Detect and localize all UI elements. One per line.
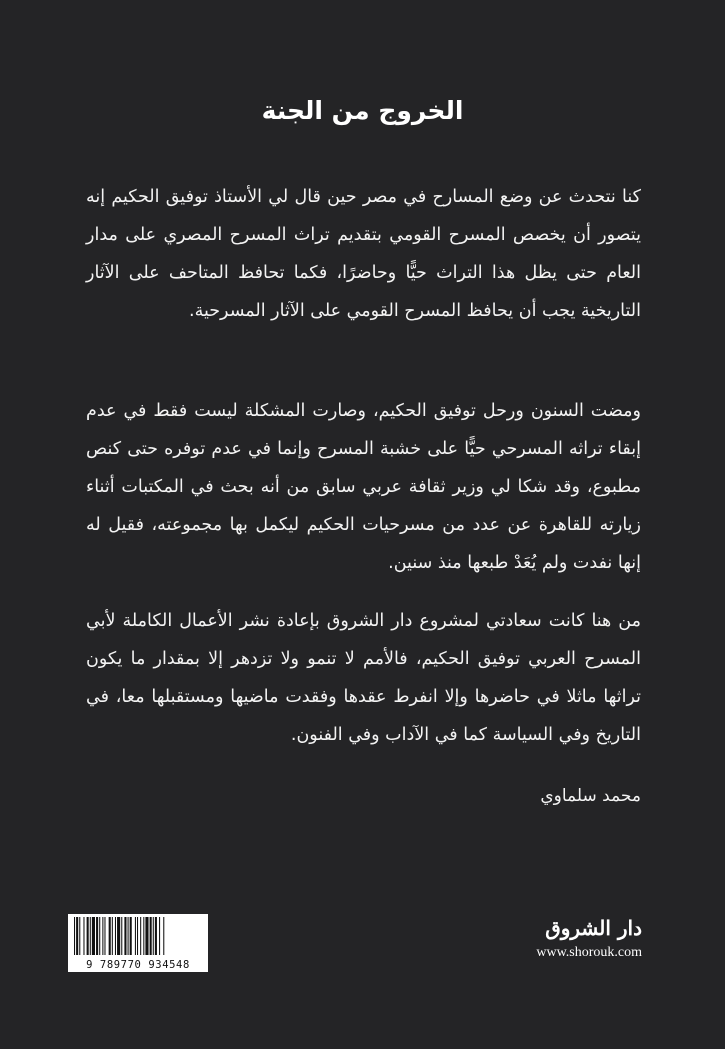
isbn-number: 9 789770 934548 xyxy=(86,959,190,971)
paragraph-middle: ومضت السنون ورحل توفيق الحكيم، وصارت المشكلة ليست فقط في عدم إبقاء تراثه المسرحي حيًّا على خشبة المسرح وإنما في عدم توفره حتى كنص مطبوع، وقد شكا لي وزير ثقافة عربي سابق من أنه بحث في المكتبات أثناء زيارته للقاهرة عن عدد من مسرحيات الحكيم ليكمل بها مجموعته، فقيل له إنها نفدت ولم يُعَدْ طبعها منذ سنين. xyxy=(86,401,641,573)
isbn-barcode xyxy=(68,914,208,972)
publisher-logo: دار الشروق xyxy=(545,916,642,940)
paragraph-closing: من هنا كانت سعادتي لمشروع دار الشروق بإعادة نشر الأعمال الكاملة لأبي المسرح العربي توفيق الحكيم، فالأمم لا تنمو ولا تزدهر إلا بمقدار ما يكون تراثها ماثلا في حاضرها وإلا انفرط عقدها وفقدت ماضيها ومستقبلها معا، في التاريخ وفي السياسة كما في الآداب وفي الفنون. xyxy=(86,611,641,745)
barcode-bars-icon xyxy=(68,914,208,958)
book-title: الخروج من الجنة xyxy=(261,96,464,125)
author-signature: محمد سلماوي xyxy=(540,786,641,806)
publisher-block xyxy=(492,914,642,962)
paragraph-intro: كنا نتحدث عن وضع المسارح في مصر حين قال لي الأستاذ توفيق الحكيم إنه يتصور أن يخصص المسرح القومي بتقديم تراث المسرح المصري على مدار العام حتى يظل هذا التراث حيًّا وحاضرًا، فكما تحافظ المتاحف على الآثار التاريخية يجب أن يحافظ المسرح القومي على الآثار المسرحية. xyxy=(86,187,641,321)
publisher-url: www.shorouk.com xyxy=(536,945,642,960)
